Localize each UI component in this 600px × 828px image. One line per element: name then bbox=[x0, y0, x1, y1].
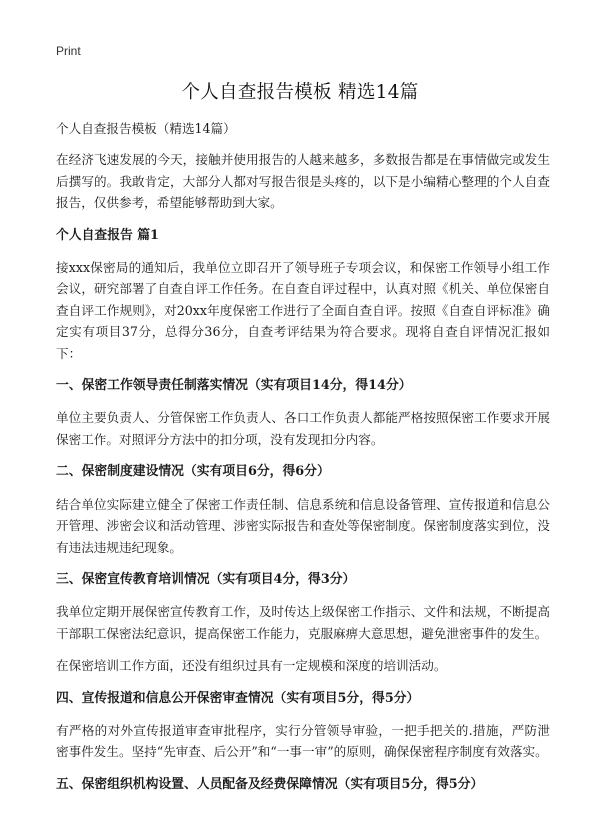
section-heading: 个人自查报告 篇1 bbox=[56, 227, 159, 243]
item-heading-2: 二、保密制度建设情况（实有项目6分，得6分） bbox=[56, 464, 330, 480]
print-link[interactable]: Print bbox=[56, 44, 81, 58]
item-heading-4: 四、宣传报道和信息公开保密审查情况（实有项目5分，得5分） bbox=[56, 690, 420, 706]
item-heading-1: 一、保密工作领导责任制落实情况（实有项目14分，得14分） bbox=[56, 378, 412, 394]
intro-paragraph: 在经济飞速发展的今天，接触并使用报告的人越来越多，多数报告都是在事情做完或发生后撰写的。我敢肯定，大部分人都对写报告很是头疼的，以下是小编精心整理的个人自查报告，仅供参考，希望能够帮助到大家。 bbox=[56, 152, 550, 211]
item-paragraph-3a: 我单位定期开展保密宣传教育工作，及时传达上级保密工作指示、文件和法规，不断提高干部职工保密法纪意识，提高保密工作能力，克服麻痹大意思想，避免泄密事件的发生。 bbox=[56, 604, 550, 641]
section-intro-paragraph: 接xxx保密局的通知后，我单位立即召开了领导班子专项会议，和保密工作领导小组工作会议，研究部署了自查自评工作任务。在自查自评过程中，认真对照《机关、单位保密自查自评工作规则》，对20xx年度保密工作进行了全面自查自评。按照《自查自评标准》确定实有项目37分，总得分36分，自查考评结果为符合要求。现将自查自评情况汇报如下： bbox=[56, 260, 550, 361]
document-body bbox=[56, 118, 550, 806]
item-heading-5: 五、保密组织机构设置、人员配备及经费保障情况（实有项目5分，得5分） bbox=[56, 776, 484, 792]
item-heading-3: 三、保密宣传教育培训情况（实有项目4分，得3分） bbox=[56, 571, 356, 587]
item-paragraph-3b: 在保密培训工作方面，还没有组织过具有一定规模和深度的培训活动。 bbox=[56, 658, 447, 674]
item-paragraph-4: 有严格的对外宣传报道审查审批程序，实行分管领导审验，一把手把关的.措施，严防泄密事件发生。坚持“先审查、后公开”和“一事一审”的原则，确保保密程序制度有效落实。 bbox=[56, 722, 550, 760]
item-paragraph-2: 结合单位实际建立健全了保密工作责任制、信息系统和信息设备管理、宣传报道和信息公开管理、涉密会议和活动管理、涉密实际报告和查处等保密制度。保密制度落实到位，没有违法违规违纪现象。 bbox=[56, 496, 550, 555]
item-paragraph-1: 单位主要负责人、分管保密工作负责人、各口工作负责人都能严格按照保密工作要求开展保密工作。对照评分方法中的扣分项，没有发现扣分内容。 bbox=[56, 410, 550, 447]
document-subtitle: 个人自查报告模板（精选14篇） bbox=[56, 121, 236, 136]
document-title: 个人自查报告模板 精选14篇 bbox=[181, 82, 419, 103]
